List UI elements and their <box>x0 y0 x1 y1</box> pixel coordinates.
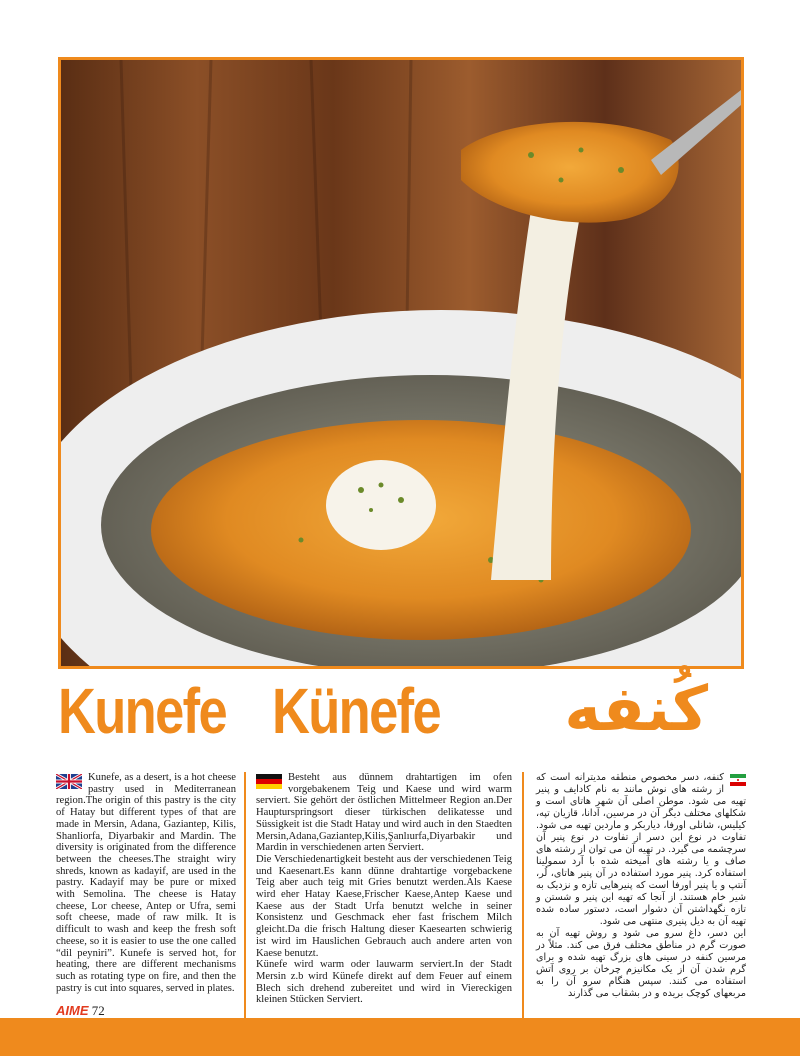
page-number: 72 <box>91 1003 105 1018</box>
title-persian: کُنفه <box>564 675 708 744</box>
title-german: Künefe <box>272 675 441 747</box>
germany-flag-icon <box>256 774 282 789</box>
column-english <box>56 772 236 1012</box>
page-number-block <box>56 1003 105 1019</box>
uk-flag-icon <box>56 774 82 789</box>
footer-bar <box>0 1018 800 1056</box>
german-body-text: Besteht aus dünnem drahtartigen im ofen vorgebakenem Teig und Kaese und wird warm serviert. Sie gehört der östlichen Mittelmeer Region an.Der Haupturspringsort dieser türkischen delikatesse und Süssigkeit ist die Stadt Hatay und wird auch in den Staedten Mersin,Adana,Gaziantep,Kilis,Şanlıurfa,Diyarbakir und Mardin in verschiedenen arten Serviert. Die Verschiedenartigkeit besteht aus der verschiedenen Teig und Kaesenart.Es kann dünne drahtartige vorgebackene Teig aber auch teig mit Gries benutzt werden.Als Kaese wird eher Hatay Kaese,Frischer Kaese,Antep Kaese und Kaese aus der Stadt Urfa benutzt welche in seiner Konsistenz und Geschmack eher fast frischem Milch gleicht.Da die frisch Haltung dieser Kaesearten schwierig ist wird im Hauslichen Gebrauch auch andere arten von Kaese benutzt. Künefe wird warm oder lauwarm serviert.In der Stadt Mersin z.b wird Künefe direkt auf dem Feuer auf einem Blech sich drehend zubereitet und wird in Viereckigen kleinen Stücken Serviert. <box>256 772 512 1006</box>
english-body-text: Kunefe, as a desert, is a hot cheese pastry used in Mediterranean region.The origin of this pastry is the city of Hatay but different types of that are made in Mersin, Adana, Gaziantep, Kilis, Shanliorfa, Diyarbakir and Mardin. The diversity is originated from the difference between the cheeses.The straight wiry shreds, known as kadayif, are used in the pastry. Kadayif may be pure or mixed with Semolina. The cheese is Hatay cheese, Lor cheese, Antep or Ufra, semi soft cheese, made of raw milk. It is difficult to wash and keep the fresh soft cheese, so it is easier to use the one called “dil peyniri”. Kunefe is served hot, for heating, there are different mechanisms such as rotating type on fire, and then the pastry is cut into squares, served in plates. <box>56 772 236 994</box>
kunefe-photo-illustration <box>61 60 741 666</box>
title-english: Kunefe <box>58 675 227 747</box>
column-german <box>256 772 512 1012</box>
persian-body-text: کنفه، دسر مخصوص منطقه مدیترانه است که از رشته های نوش مانند به نام کادایف و پنیر تهیه می شود. موطن اصلی آن شهر هاتای است و شکلهای مختلف دیگر آن در مرسین، آدانا، قازیان تپه، کیلیس، شانلی اورفا، دیاربکر و ماردین تهیه می شود. تفاوت در نوع این دسر از تفاوت در نوع پنیر آن سرچشمه می گیرد. در تهیه آن می توان از رشته های صاف و یا رشته های آمیخته شده با آرد سمولینا استفاده کرد. پنیر مورد استفاده در آن پنیر هاتای، لُر، آنتپ و یا پنیر اورفا است که پنیرهایی تازه و نزدیک به شیر خام هستند. از آنجا که تهیه این پنیر و شستن و تازه نگهداشتن آن دشوار است، دستور ساده شده تهیه آن به دیل پنیری منتهی می شود. این دسر، داغ سرو می شود و روش تهیه آن به صورت گرم در مناطق مختلف فرق می کند. مثلاً در مرسین کنفه در سینی های بزرگ تهیه شده و برای گرم شدن آن از یک مکانیزم چرخان بر روی آتش استفاده می کنند. سپس هنگام سرو آن را به مربعهای کوچک بریده و در بشقاب می گذارند <box>536 772 746 999</box>
column-divider-2 <box>522 772 524 1018</box>
column-persian <box>536 772 746 1012</box>
magazine-logo: AIME <box>56 1003 89 1018</box>
column-divider-1 <box>244 772 246 1018</box>
iran-flag-icon <box>730 774 746 786</box>
title-row <box>58 672 748 762</box>
hero-photo <box>58 57 744 669</box>
